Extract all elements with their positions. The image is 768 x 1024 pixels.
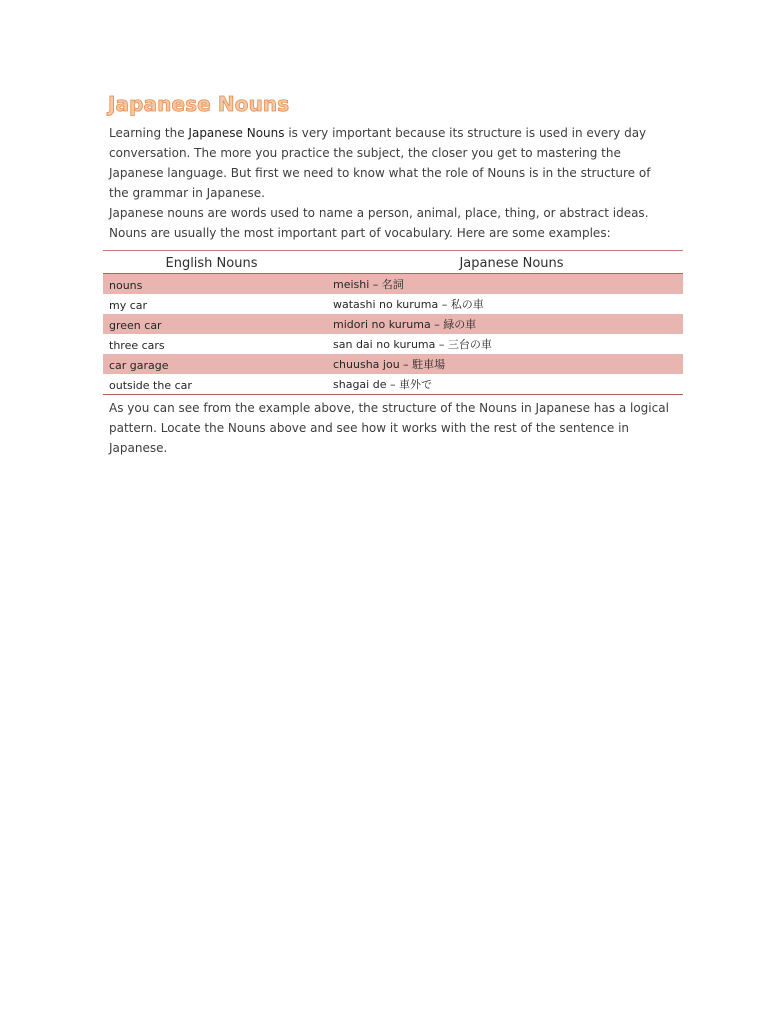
cell-japanese: watashi no kuruma – 私の車	[333, 298, 484, 311]
header-japanese: Japanese Nouns	[459, 256, 564, 271]
cell-english: car garage	[109, 359, 169, 372]
intro-text-after: is very important because its structure is used in every day conversation. The more you practice the subject, the closer you get to mastering the Japanese language. But first we need to know what the role of Nouns is in the structure of the grammar in Japanese.	[109, 126, 651, 200]
cell-english: nouns	[109, 279, 143, 292]
intro-paragraph	[109, 123, 669, 243]
cell-japanese: san dai no kuruma – 三台の車	[333, 338, 492, 351]
intro-second-paragraph: Japanese nouns are words used to name a person, animal, place, thing, or abstract ideas. Nouns are usually the most important part of vocabulary. Here are some examples:	[109, 206, 649, 240]
table-header	[103, 251, 683, 274]
nouns-table	[103, 250, 683, 395]
cell-english: my car	[109, 299, 148, 312]
intro-highlight: Japanese Nouns	[188, 126, 285, 140]
table-row	[103, 274, 683, 294]
cell-japanese: meishi – 名詞	[333, 278, 404, 291]
table-row	[103, 374, 683, 394]
page-title: Japanese Nouns	[108, 92, 290, 116]
cell-japanese: midori no kuruma – 緑の車	[333, 318, 477, 331]
table-row	[103, 354, 683, 374]
table-row	[103, 294, 683, 314]
table-row	[103, 314, 683, 334]
cell-english: outside the car	[109, 379, 192, 392]
outro-paragraph: As you can see from the example above, the structure of the Nouns in Japanese has a logical pattern. Locate the Nouns above and see how it works with the rest of the sentence in Japanese.	[109, 401, 669, 455]
table-row	[103, 334, 683, 354]
cell-english: three cars	[109, 339, 165, 352]
intro-text-before: Learning the	[109, 126, 189, 140]
header-english: English Nouns	[165, 256, 258, 271]
cell-japanese: shagai de – 車外で	[333, 378, 432, 391]
cell-japanese: chuusha jou – 駐車場	[333, 358, 446, 371]
cell-english: green car	[109, 319, 162, 332]
